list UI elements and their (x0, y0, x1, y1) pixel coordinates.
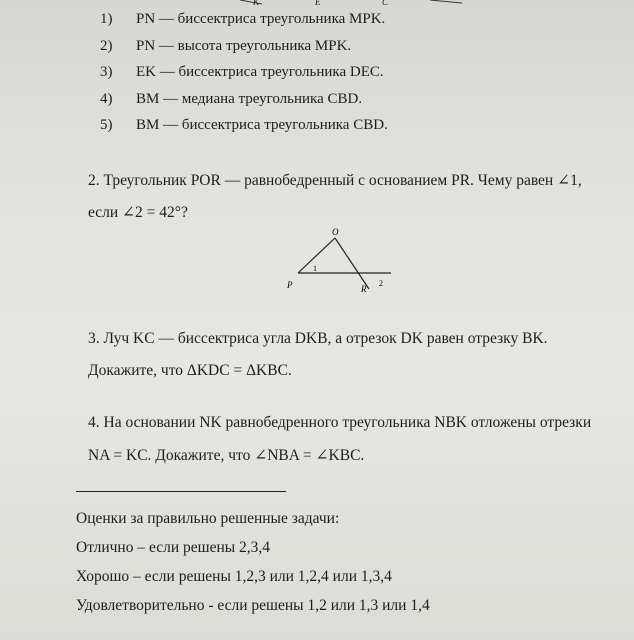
task-4-line-2: NA = KC. Докажите, что ∠NBA = ∠KBC. (88, 447, 365, 464)
fragment-label-k: K (253, 0, 260, 7)
option-number: 2) (100, 37, 113, 54)
option-number: 4) (100, 90, 113, 107)
vertex-label-o: O (332, 227, 339, 237)
grade-good: Хорошо – если решены 1,2,3 или 1,2,4 или 1,3,4 (76, 568, 392, 585)
fragment-label-e: E (315, 0, 321, 7)
task-2-line-1: 2. Треугольник POR — равнобедренный с основанием PR. Чему равен ∠1, (88, 172, 582, 189)
option-4 (100, 91, 388, 118)
task-3 (88, 330, 548, 394)
option-5 (100, 117, 388, 144)
task-2-line-2: если ∠2 = 42°? (88, 204, 188, 221)
triangle-drawing (280, 222, 400, 297)
vertex-label-r: R (361, 284, 367, 294)
grade-satisfactory: Удовлетворительно - если решены 1,2 или 1,3 или 1,4 (76, 597, 430, 614)
angle-label-2: 2 (379, 279, 383, 288)
fragment-label-c: C (382, 0, 389, 7)
task-3-line-2: Докажите, что ΔKDC = ΔKBC. (88, 362, 292, 379)
task-4-line-1: 4. На основании NK равнобедренного треугольника NBK отложены отрезки (88, 414, 592, 431)
answer-options (100, 11, 388, 144)
option-number: 3) (100, 64, 113, 80)
section-divider (76, 491, 286, 492)
option-text: PN — высота треугольника MPK. (136, 37, 352, 54)
task-4 (88, 414, 591, 478)
option-number: 5) (100, 117, 113, 133)
task-3-line-1: 3. Луч KC — биссектриса угла DKB, а отрезок DK равен отрезку BK. (88, 330, 548, 347)
vertex-label-p: P (287, 280, 293, 290)
option-text: PN — биссектриса треугольника MPK. (136, 11, 386, 27)
angle-label-1: 1 (313, 264, 317, 273)
option-3 (100, 64, 388, 91)
option-1 (100, 11, 388, 38)
grading-criteria (76, 510, 430, 626)
option-text: BM — биссектриса треугольника CBD. (136, 117, 388, 133)
grade-excellent: Отлично – если решены 2,3,4 (76, 539, 271, 556)
option-number: 1) (100, 11, 113, 27)
grades-heading: Оценки за правильно решенные задачи: (76, 510, 340, 527)
side-or-extended (335, 238, 369, 289)
triangle-diagram (280, 222, 400, 297)
option-2 (100, 38, 388, 65)
option-text: EK — биссектриса треугольника DEC. (136, 64, 384, 80)
option-text: BM — медиана треугольника CBD. (136, 90, 363, 107)
